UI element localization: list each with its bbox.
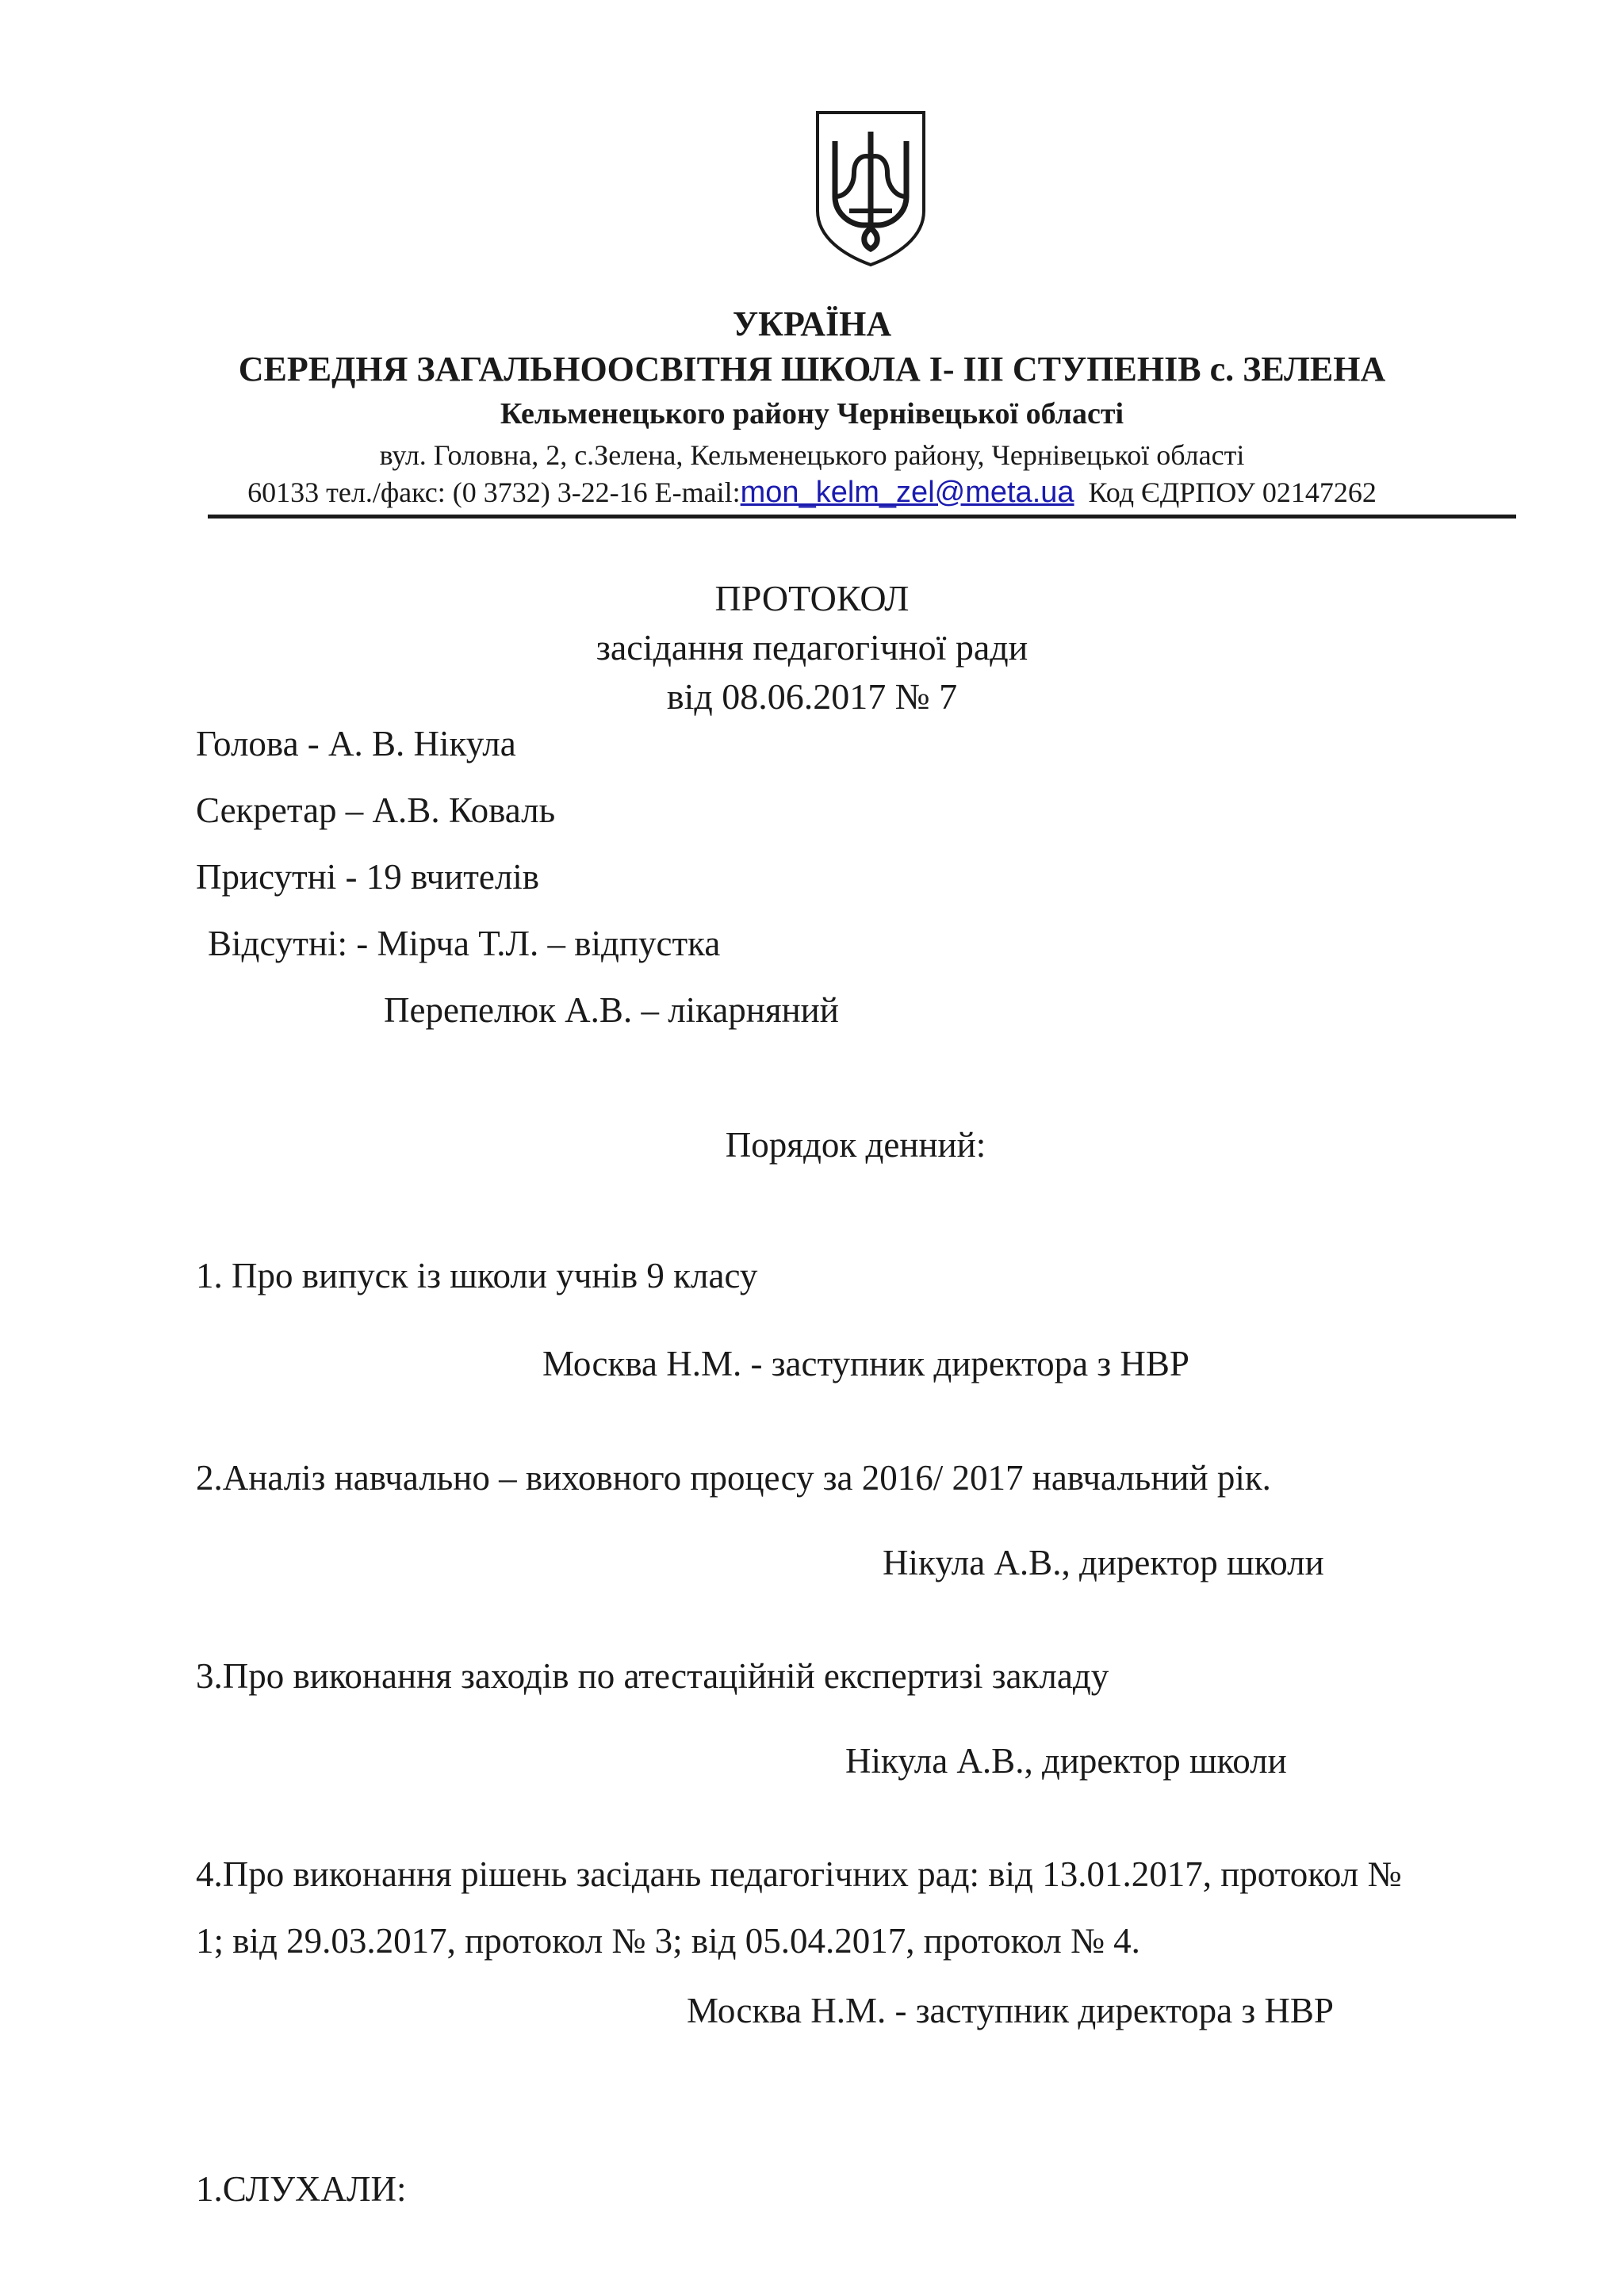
contacts-line [0,476,1624,510]
agenda-item-4-line-1: 4.Про виконання рішень засідань педагогічних рад: від 13.01.2017, протокол № [196,1854,1402,1894]
edrpou-code: Код ЄДРПОУ 02147262 [1088,476,1377,508]
secretary-line: Секретар – А.В. Коваль [196,790,556,830]
agenda-item-3-speaker: Нікула А.В., директор школи [845,1741,1287,1781]
agenda-item-4-line-2: 1; від 29.03.2017, протокол № 3; від 05.04.2017, протокол № 4. [196,1921,1140,1961]
agenda-item-4-speaker: Москва Н.М. - заступник директора з НВР [687,1991,1334,2030]
protocol-title: ПРОТОКОЛ [714,578,910,618]
heard-section-heading: 1.СЛУХАЛИ: [196,2169,407,2209]
country-heading: УКРАЇНА [732,304,892,343]
agenda-item-2-title: 2.Аналіз навчально – виховного процесу за 2016/ 2017 навчальний рік. [196,1458,1271,1498]
contacts-phone: 60133 тел./факс: (0 3732) 3-22-16 E-mail: [247,476,741,508]
protocol-date-number: від 08.06.2017 № 7 [666,676,958,717]
school-name-heading: СЕРЕДНЯ ЗАГАЛЬНООСВІТНЯ ШКОЛА І- ІІІ СТУПЕНІВ с. ЗЕЛЕНА [238,350,1386,388]
chair-line: Голова - А. В. Нікула [196,724,516,763]
trident-coat-of-arms-icon [814,109,927,268]
protocol-subtitle: засідання педагогічної ради [596,627,1028,668]
absent-line-1: Відсутні: - Мірча Т.Л. – відпустка [208,924,721,963]
agenda-item-1-speaker: Москва Н.М. - заступник директора з НВР [542,1344,1189,1383]
agenda-item-3-title: 3.Про виконання заходів по атестаційній експертизі закладу [196,1656,1109,1696]
agenda-item-2-speaker: Нікула А.В., директор школи [883,1543,1324,1582]
agenda-heading: Порядок денний: [725,1125,986,1165]
absent-line-2: Перепелюк А.В. – лікарняний [384,990,839,1030]
district-line: Кельменецького району Чернівецької області [500,397,1124,430]
agenda-item-1-title: 1. Про випуск із школи учнів 9 класу [196,1256,758,1295]
address-line: вул. Головна, 2, с.Зелена, Кельменецького району, Чернівецької області [379,439,1245,471]
email-link[interactable]: mon_kelm_zel@meta.ua [740,476,1074,509]
present-line: Присутні - 19 вчителів [196,857,540,897]
letterhead-divider [208,515,1516,519]
